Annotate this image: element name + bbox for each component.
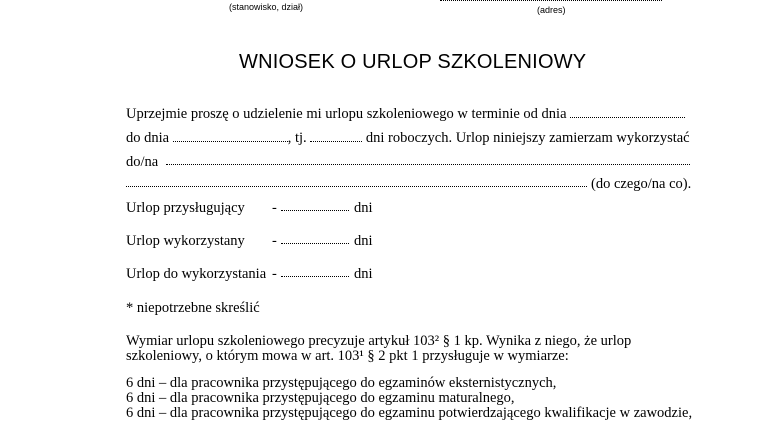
- strike-through-note: * niepotrzebne skreślić: [126, 300, 260, 316]
- entitled-leave-field[interactable]: [281, 210, 349, 211]
- end-date-field[interactable]: [173, 131, 288, 142]
- position-department-caption: (stanowisko, dział): [229, 2, 304, 12]
- purpose-label: do/na: [126, 154, 159, 170]
- purpose-suffix: (do czego/na co).: [591, 176, 692, 192]
- used-leave-field[interactable]: [281, 243, 349, 244]
- that-is-label: , tj.: [287, 130, 307, 146]
- list-item: 6 dni – dla pracownika przystępującego do egzaminu maturalnego,: [126, 390, 515, 406]
- purpose-field-1[interactable]: [166, 164, 690, 165]
- request-text-start-date: Uprzejmie proszę o udzielenie mi urlopu szkoleniowego w terminie od dnia: [126, 106, 567, 122]
- entitled-leave-dash: -: [272, 200, 277, 216]
- request-line-1: [126, 106, 685, 123]
- remaining-leave-unit: dni: [354, 266, 373, 282]
- remaining-leave-label: Urlop do wykorzystania: [126, 266, 267, 282]
- end-date-label: do dnia: [126, 130, 170, 146]
- used-leave-unit: dni: [354, 233, 373, 249]
- address-line[interactable]: [440, 0, 662, 1]
- remaining-leave-dash: -: [272, 266, 277, 282]
- list-item: 6 dni – dla pracownika przystępującego do egzaminów eksternistycznych,: [126, 375, 557, 391]
- request-line-2: [126, 130, 690, 147]
- entitled-leave-unit: dni: [354, 200, 373, 216]
- purpose-field-2[interactable]: [126, 186, 587, 187]
- working-days-field[interactable]: [310, 131, 362, 142]
- used-leave-dash: -: [272, 233, 277, 249]
- legal-basis-line-2: szkoleniowy, o którym mowa w art. 103¹ § 2 pkt 1 przysługuje w wymiarze:: [126, 348, 569, 364]
- remaining-leave-field[interactable]: [281, 276, 349, 277]
- entitled-leave-label: Urlop przysługujący: [126, 200, 245, 216]
- start-date-field[interactable]: [570, 107, 685, 118]
- document-title: WNIOSEK O URLOP SZKOLENIOWY: [239, 51, 587, 73]
- working-days-text: dni roboczych. Urlop niniejszy zamierzam wykorzystać: [365, 130, 690, 146]
- list-item-cut: 6 dni – dla pracownika przystępującego do egzaminu potwierdzającego kwalifikacje w zawodzie,: [126, 405, 693, 421]
- legal-basis-line-1: Wymiar urlopu szkoleniowego precyzuje artykuł 103² § 1 kp. Wynika z niego, że urlop: [126, 333, 632, 349]
- address-caption: (adres): [537, 5, 566, 15]
- used-leave-label: Urlop wykorzystany: [126, 233, 245, 249]
